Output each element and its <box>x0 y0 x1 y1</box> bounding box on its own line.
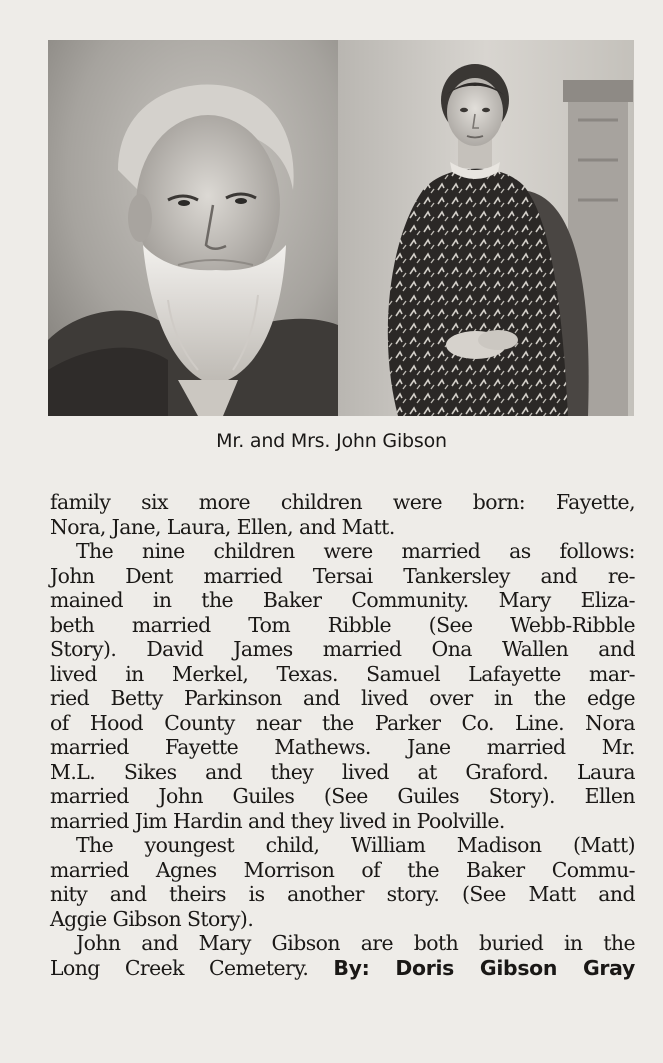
paragraph-2 <box>50 539 635 833</box>
text-line: beth married Tom Ribble (See Webb-Ribble <box>50 612 635 637</box>
paragraph-1 <box>50 490 635 539</box>
text-line: family six more children were born: Fayette, <box>50 490 635 514</box>
text-line: John Dent married Tersai Tankersley and re- <box>50 563 635 588</box>
text-line <box>50 956 635 981</box>
text-line: Aggie Gibson Story). <box>50 906 254 931</box>
portrait-illustration-seated-woman <box>338 40 634 416</box>
text-line: The nine children were married as follows: <box>76 539 635 563</box>
text-line: Story). David James married Ona Wallen and <box>50 637 635 661</box>
text-line: John and Mary Gibson are both buried in the <box>76 931 635 955</box>
article-body <box>50 490 635 980</box>
closing-text: Long Creek Cemetery. <box>50 955 309 980</box>
portrait-illustration-bearded-man <box>48 40 338 416</box>
text-line: of Hood County near the Parker Co. Line. Nora <box>50 710 635 735</box>
paragraph-4 <box>50 931 635 980</box>
text-line: married Agnes Morrison of the Baker Commu- <box>50 857 635 882</box>
portrait-photo-mr-gibson <box>48 40 338 416</box>
paragraph-3 <box>50 833 635 931</box>
text-line: Nora, Jane, Laura, Ellen, and Matt. <box>50 514 395 539</box>
text-line: married John Guiles (See Guiles Story). Ellen <box>50 784 635 808</box>
text-line: married Fayette Mathews. Jane married Mr. <box>50 735 635 759</box>
author-byline: By: Doris Gibson Gray <box>333 955 635 980</box>
text-line: ried Betty Parkinson and lived over in the edge <box>50 686 635 710</box>
photo-caption: Mr. and Mrs. John Gibson <box>216 430 447 452</box>
text-line: The youngest child, William Madison (Matt) <box>76 833 635 857</box>
text-line: lived in Merkel, Texas. Samuel Lafayette mar- <box>50 661 635 686</box>
text-line: nity and theirs is another story. (See Matt and <box>50 882 635 906</box>
text-line: married Jim Hardin and they lived in Poolville. <box>50 808 505 833</box>
text-line: mained in the Baker Community. Mary Eliza- <box>50 588 635 612</box>
portrait-photo-mrs-gibson <box>338 40 634 416</box>
text-line: M.L. Sikes and they lived at Graford. Laura <box>50 759 635 784</box>
